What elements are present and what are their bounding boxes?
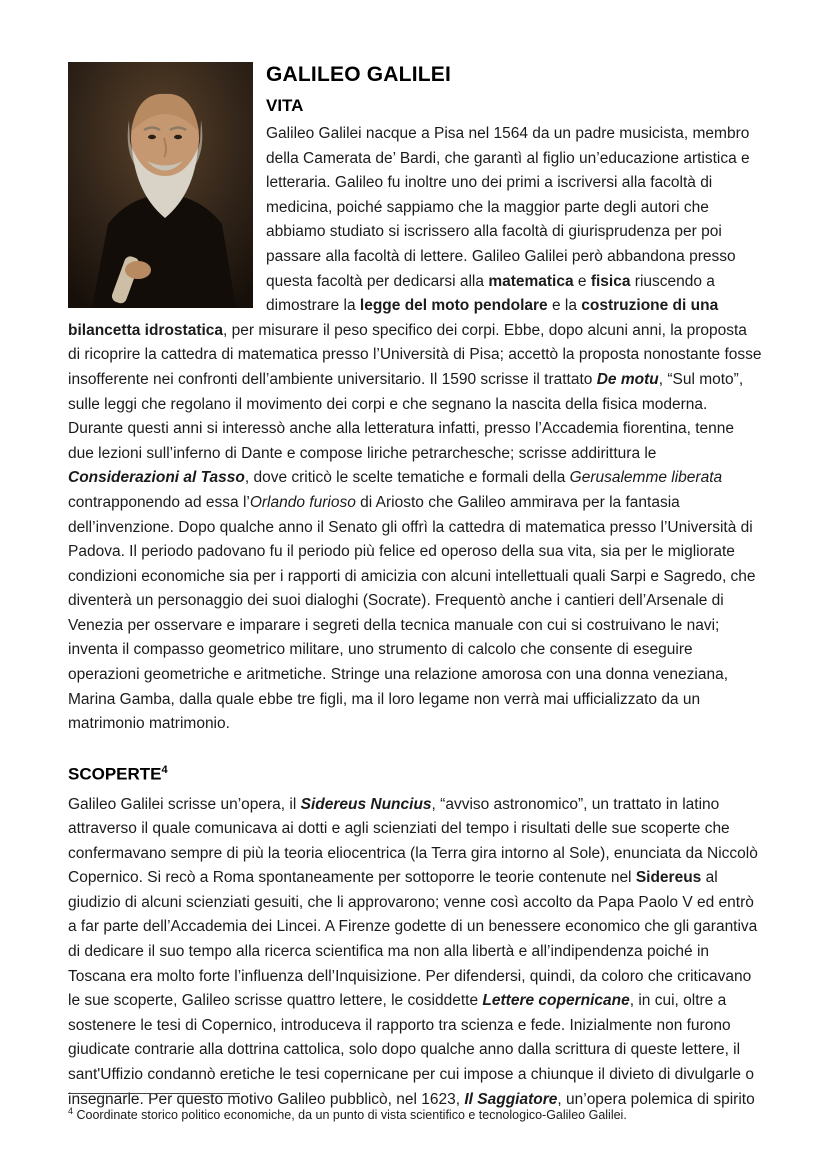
footnote-area — [68, 1093, 760, 1124]
vita-paragraph: Galileo Galilei nacque a Pisa nel 1564 da un padre musicista, membro della Camerata de’ Bardi, che garantì al figlio un’educazione artistica e letteraria. Galileo fu inoltre uno dei primi a iscriversi alla facoltà di medicina, poiché sappiamo che la maggior parte degli autori che abbiamo studiato si iscrissero alla facoltà di giurisprudenza per poi passare alla facoltà di lettere. Galileo Galilei però abbandona presso questa facoltà per dedicarsi alla matematica e fisica riuscendo a dimostrare la legge del moto pendolare e la costruzione di una bilancetta idrostatica, per misurare il peso specifico dei corpi. Ebbe, dopo alcuni anni, la proposta di ricoprire la cattedra di matematica presso l’Università di Pisa; accettò la proposta nonostante fosse insofferente nei confronti dell’ambiente universitario. Il 1590 scrisse il trattato De motu, “Sul moto”, sulle leggi che regolano il movimento dei corpi e che segnano la nascita della fisica moderna. Durante questi anni si interessò anche alla letteratura infatti, presso l’Accademia fiorentina, tenne due lezioni sull’inferno di Dante e compose liriche petrarchesche; scrisse addirittura le Considerazioni al Tasso, dove criticò le scelte tematiche e formali della Gerusalemme liberata contrapponendo ad essa l’Orlando furioso di Ariosto che Galileo ammirava per la fantasia dell’invenzione. Dopo qualche anno il Senato gli offrì la cattedra di matematica presso l’Università di Padova. Il periodo padovano fu il periodo più felice ed operoso della sua vita, sia per le migliorate condizioni economiche sia per i rapporti di amicizia con alcuni intellettuali quali Sarpi e Sagredo, che diventerà un personaggio dei suoi dialoghi (Socrate). Frequentò anche i cantieri dell’Arsenale di Venezia per osservare e imparare i segreti della tecnica manuale con cui si costruivano le navi; inventa il compasso geometrico militare, uno strumento di calcolo che consente di eseguire operazioni geometriche e aritmetiche. Stringe una relazione amorosa con una donna veneziana, Marina Gamba, dalla quale ebbe tre figli, ma il loro legame non verrà mai ufficializzato da un matrimonio matrimonio. — [68, 125, 762, 733]
footnote-separator — [68, 1093, 240, 1094]
scoperte-heading-label: SCOPERTE — [68, 764, 162, 784]
page-title: GALILEO GALILEI — [266, 63, 451, 86]
document-content — [68, 62, 762, 1112]
galileo-portrait-image — [68, 62, 253, 308]
portrait-illustration — [68, 62, 253, 308]
footnote-text — [68, 1103, 760, 1124]
footnote-body: Coordinate storico politico economiche, da un punto di vista scientifico e tecnologico-Galileo Galilei. — [76, 1108, 627, 1122]
scoperte-footnote-ref: 4 — [161, 763, 168, 776]
section-heading-scoperte — [68, 759, 762, 786]
section-heading-vita: VITA — [266, 96, 304, 115]
scoperte-paragraph: Galileo Galilei scrisse un’opera, il Sidereus Nuncius, “avviso astronomico”, un trattato in latino attraverso il quale comunicava ai dotti e agli scienziati del tempo i risultati delle sue scoperte che confermavano sempre di più la teoria eliocentrica (la Terra gira intorno al Sole), enunciata da Niccolò Copernico. Si recò a Roma spontaneamente per sottoporre le teorie contenute nel Sidereus al giudizio di alcuni scienziati gesuiti, che li approvarono; venne così accolto da Papa Paolo V ed entrò a far parte dell’Accademia dei Lincei. A Firenze godette di un benessere economico che gli garantiva di dedicare il suo tempo alla ricerca scientifica ma non alla libertà e all’indipendenza poiché in Toscana era molto forte l’influenza dell’Inquisizione. Per difendersi, quindi, da coloro che criticavano le sue scoperte, Galileo scrisse quattro lettere, le cosiddette Lettere copernicane, in cui, oltre a sostenere le tesi di Copernico, introduceva il rapporto tra scienza e fede. Inizialmente non furono giudicate contrarie alla dottrina cattolica, solo dopo qualche anno dalla scrittura di queste lettere, il sant'Uffizio condannò eretiche le tesi copernicane per cui impose a chiunque il divieto di divulgarle o insegnarle. Per questo motivo Galileo pubblicò, nel 1623, Il Saggiatore, un’opera polemica di spirito — [68, 795, 758, 1108]
footnote-marker: 4 — [68, 1105, 74, 1116]
